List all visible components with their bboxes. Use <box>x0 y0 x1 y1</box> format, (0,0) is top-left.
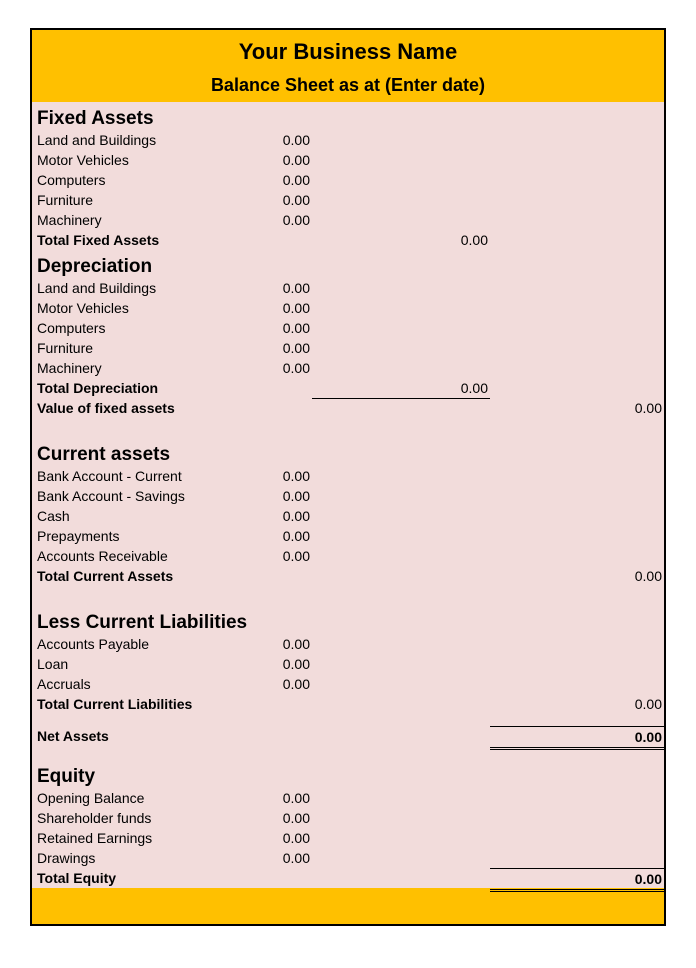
cell-empty[interactable] <box>312 566 490 586</box>
cell-empty[interactable] <box>312 654 490 674</box>
row-cash <box>32 506 664 526</box>
cell-empty[interactable] <box>312 788 490 808</box>
cell-shareholder-funds-value[interactable]: 0.00 <box>282 810 310 826</box>
cell-empty[interactable] <box>312 634 490 654</box>
row-accruals <box>32 674 664 694</box>
row-land-and-buildings <box>32 278 664 298</box>
row-land-and-buildings <box>32 130 664 150</box>
cell-empty[interactable] <box>490 318 664 338</box>
row-label: Total Depreciation <box>37 380 159 396</box>
row-label: Machinery <box>37 360 102 376</box>
row-label: Machinery <box>37 212 102 228</box>
cell-empty[interactable] <box>312 170 490 190</box>
cell-empty[interactable] <box>490 230 664 250</box>
row-total-fixed-assets <box>32 230 664 250</box>
cell-accounts-receivable-value[interactable]: 0.00 <box>282 548 310 564</box>
row-label: Total Equity <box>37 870 117 886</box>
cell-empty[interactable] <box>312 130 490 150</box>
section-heading-less-current-liabilities: Less Current Liabilities <box>37 612 248 633</box>
cell-empty[interactable] <box>490 486 664 506</box>
cell-empty[interactable] <box>312 278 490 298</box>
cell-land-and-buildings-value[interactable]: 0.00 <box>282 132 310 148</box>
cell-empty[interactable] <box>490 278 664 298</box>
balance-sheet <box>30 28 666 926</box>
row-total-current-liabilities <box>32 694 664 714</box>
section-gap <box>32 418 664 438</box>
cell-empty[interactable] <box>312 828 490 848</box>
cell-opening-balance-value[interactable]: 0.00 <box>282 790 310 806</box>
row-total-depreciation <box>32 378 664 398</box>
cell-furniture-value[interactable]: 0.00 <box>282 192 310 208</box>
cell-empty[interactable] <box>490 298 664 318</box>
cell-empty[interactable] <box>312 298 490 318</box>
cell-empty[interactable] <box>202 694 312 714</box>
row-accounts-receivable <box>32 546 664 566</box>
row-label: Total Current Liabilities <box>37 696 193 712</box>
row-drawings <box>32 848 664 868</box>
cell-empty[interactable] <box>312 486 490 506</box>
cell-empty[interactable] <box>312 808 490 828</box>
row-loan <box>32 654 664 674</box>
cell-empty[interactable] <box>312 318 490 338</box>
row-label: Drawings <box>37 850 96 866</box>
cell-land-and-buildings-value[interactable]: 0.00 <box>282 280 310 296</box>
row-label: Computers <box>37 320 106 336</box>
cell-empty[interactable] <box>490 378 664 399</box>
row-label: Bank Account - Savings <box>37 488 185 504</box>
section-heading-current-assets: Current assets <box>37 444 171 465</box>
row-label: Accounts Receivable <box>37 548 168 564</box>
sheet-footer <box>32 888 664 924</box>
business-name-title: Your Business Name <box>238 39 458 64</box>
cell-empty[interactable] <box>312 726 490 750</box>
row-shareholder-funds <box>32 808 664 828</box>
cell-empty[interactable] <box>490 788 664 808</box>
row-label: Retained Earnings <box>37 830 153 846</box>
row-bank-account-current <box>32 466 664 486</box>
row-machinery <box>32 358 664 378</box>
cell-accounts-payable-value[interactable]: 0.00 <box>282 636 310 652</box>
cell-empty[interactable] <box>312 358 490 378</box>
cell-total-current-liabilities-value[interactable]: 0.00 <box>634 696 662 712</box>
sheet-body <box>32 102 664 888</box>
row-label: Value of fixed assets <box>37 400 175 416</box>
cell-empty[interactable] <box>490 674 664 694</box>
row-bank-account-savings <box>32 486 664 506</box>
row-furniture <box>32 338 664 358</box>
cell-total-equity-value[interactable]: 0.00 <box>490 868 664 892</box>
row-label: Accruals <box>37 676 91 692</box>
row-furniture <box>32 190 664 210</box>
cell-empty[interactable] <box>312 466 490 486</box>
cell-bank-account-current-value[interactable]: 0.00 <box>282 468 310 484</box>
row-label: Land and Buildings <box>37 132 157 148</box>
cell-empty[interactable] <box>202 230 312 250</box>
row-label: Land and Buildings <box>37 280 157 296</box>
cell-total-current-assets-value[interactable]: 0.00 <box>634 568 662 584</box>
cell-empty[interactable] <box>490 634 664 654</box>
cell-empty[interactable] <box>202 398 312 418</box>
row-label: Furniture <box>37 192 94 208</box>
cell-empty[interactable] <box>490 466 664 486</box>
cell-furniture-value[interactable]: 0.00 <box>282 340 310 356</box>
row-motor-vehicles <box>32 150 664 170</box>
cell-empty[interactable] <box>490 130 664 150</box>
cell-empty[interactable] <box>202 868 312 892</box>
row-machinery <box>32 210 664 230</box>
row-label: Opening Balance <box>37 790 145 806</box>
cell-empty[interactable] <box>490 828 664 848</box>
cell-empty[interactable] <box>202 378 312 399</box>
row-label: Computers <box>37 172 106 188</box>
row-net-assets <box>32 726 664 746</box>
cell-empty[interactable] <box>312 338 490 358</box>
row-label: Shareholder funds <box>37 810 152 826</box>
cell-empty[interactable] <box>490 170 664 190</box>
cell-empty[interactable] <box>312 398 490 418</box>
cell-empty[interactable] <box>312 848 490 868</box>
cell-empty[interactable] <box>312 190 490 210</box>
sheet-subtitle: Balance Sheet as at (Enter date) <box>210 75 486 95</box>
cell-computers-value[interactable]: 0.00 <box>282 320 310 336</box>
cell-motor-vehicles-value[interactable]: 0.00 <box>282 300 310 316</box>
row-accounts-payable <box>32 634 664 654</box>
row-total-equity <box>32 868 664 888</box>
cell-net-assets-value[interactable]: 0.00 <box>490 726 664 750</box>
cell-empty[interactable] <box>202 726 312 750</box>
row-label: Loan <box>37 656 69 672</box>
row-total-current-assets <box>32 566 664 586</box>
section-heading-depreciation: Depreciation <box>37 256 153 277</box>
row-label: Motor Vehicles <box>37 300 129 316</box>
cell-empty[interactable] <box>490 808 664 828</box>
cell-empty[interactable] <box>312 694 490 714</box>
cell-machinery-value[interactable]: 0.00 <box>282 212 310 228</box>
cell-loan-value[interactable]: 0.00 <box>282 656 310 672</box>
row-computers <box>32 318 664 338</box>
cell-motor-vehicles-value[interactable]: 0.00 <box>282 152 310 168</box>
cell-cash-value[interactable]: 0.00 <box>282 508 310 524</box>
cell-empty[interactable] <box>312 150 490 170</box>
cell-empty[interactable] <box>312 506 490 526</box>
row-retained-earnings <box>32 828 664 848</box>
cell-total-fixed-assets-value[interactable]: 0.00 <box>460 232 488 248</box>
cell-drawings-value[interactable]: 0.00 <box>282 850 310 866</box>
cell-empty[interactable] <box>490 210 664 230</box>
cell-empty[interactable] <box>312 868 490 892</box>
cell-empty[interactable] <box>312 526 490 546</box>
row-computers <box>32 170 664 190</box>
cell-accruals-value[interactable]: 0.00 <box>282 676 310 692</box>
cell-empty[interactable] <box>490 654 664 674</box>
cell-empty[interactable] <box>490 150 664 170</box>
cell-bank-account-savings-value[interactable]: 0.00 <box>282 488 310 504</box>
row-label: Bank Account - Current <box>37 468 182 484</box>
row-prepayments <box>32 526 664 546</box>
row-label: Prepayments <box>37 528 120 544</box>
row-label: Accounts Payable <box>37 636 150 652</box>
cell-value-of-fixed-assets-value[interactable]: 0.00 <box>634 400 662 416</box>
cell-empty[interactable] <box>490 190 664 210</box>
section-gap <box>32 714 664 726</box>
row-label: Net Assets <box>37 728 109 744</box>
cell-prepayments-value[interactable]: 0.00 <box>282 528 310 544</box>
cell-total-depreciation-value[interactable]: 0.00 <box>312 378 490 399</box>
row-value-of-fixed-assets <box>32 398 664 418</box>
cell-computers-value[interactable]: 0.00 <box>282 172 310 188</box>
row-label: Motor Vehicles <box>37 152 129 168</box>
cell-empty[interactable] <box>490 848 664 868</box>
sheet-header <box>32 30 664 102</box>
row-label: Furniture <box>37 340 94 356</box>
cell-empty[interactable] <box>490 526 664 546</box>
cell-empty[interactable] <box>490 506 664 526</box>
cell-empty[interactable] <box>202 566 312 586</box>
cell-machinery-value[interactable]: 0.00 <box>282 360 310 376</box>
cell-empty[interactable] <box>490 358 664 378</box>
section-heading-equity: Equity <box>37 766 96 787</box>
cell-empty[interactable] <box>490 546 664 566</box>
row-label: Total Fixed Assets <box>37 232 160 248</box>
row-opening-balance <box>32 788 664 808</box>
cell-empty[interactable] <box>490 338 664 358</box>
cell-empty[interactable] <box>312 674 490 694</box>
row-motor-vehicles <box>32 298 664 318</box>
row-label: Total Current Assets <box>37 568 174 584</box>
row-label: Cash <box>37 508 70 524</box>
section-gap <box>32 586 664 606</box>
cell-empty[interactable] <box>312 210 490 230</box>
section-heading-fixed-assets: Fixed Assets <box>37 108 154 129</box>
cell-empty[interactable] <box>312 546 490 566</box>
cell-retained-earnings-value[interactable]: 0.00 <box>282 830 310 846</box>
